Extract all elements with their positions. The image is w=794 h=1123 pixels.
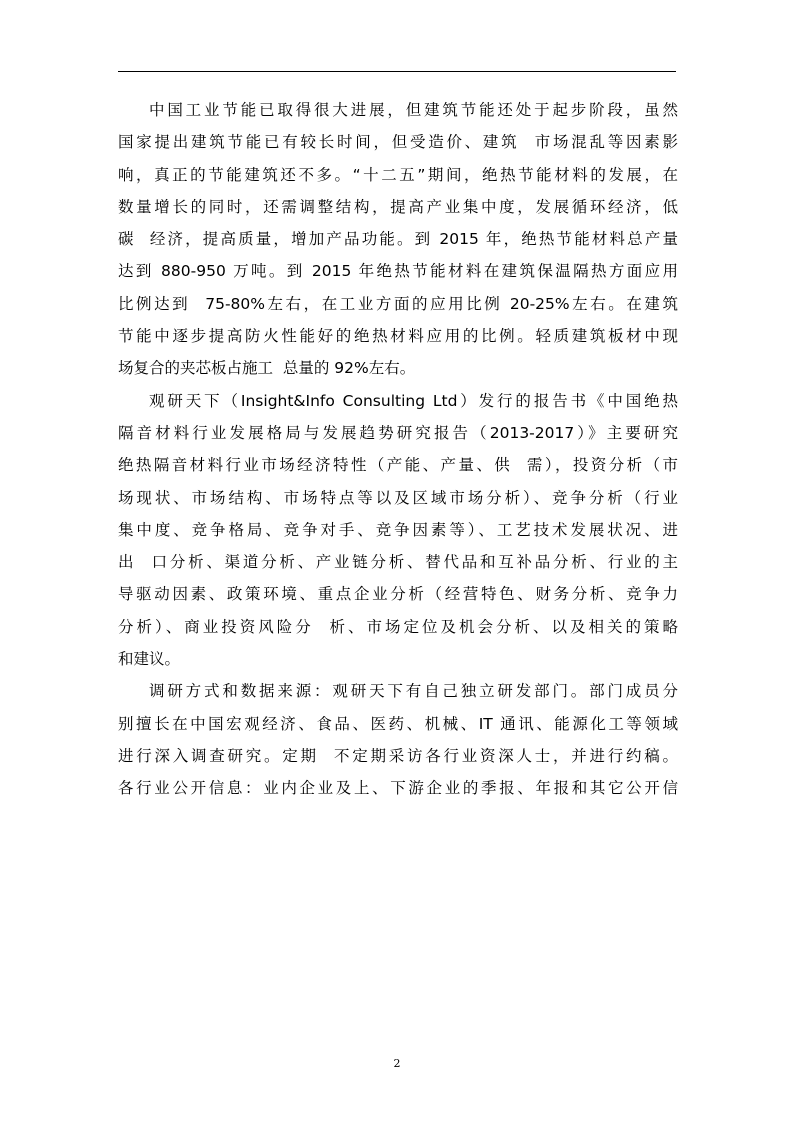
text-line: 别擅长在中国宏观经济、食品、医药、机械、IT 通讯、能源化工等领域 [118, 714, 678, 733]
text-line: 和建议。 [118, 650, 181, 669]
page-number: 2 [393, 1057, 401, 1070]
text-line: 观研天下（Insight&Info Consulting Ltd）发行的报告书《中国绝热 [149, 391, 678, 410]
text-line: 绝热隔音材料行业市场经济特性（产能、产量、供 需），投资分析（市 [118, 456, 678, 475]
text-line: 分析）、商业投资风险分 析、市场定位及机会分析、以及相关的策略 [118, 617, 678, 636]
text-line: 调研方式和数据来源：观研天下有自己独立研发部门。部门成员分 [149, 682, 678, 701]
text-line: 导驱动因素、政策环境、重点企业分析（经营特色、财务分析、竞争力 [118, 585, 678, 604]
text-line: 响，真正的节能建筑还不多。“十二五”期间，绝热节能材料的发展，在 [118, 165, 678, 184]
text-line: 场复合的夹芯板占施工 总量的 92%左右。 [118, 359, 416, 378]
text-line: 场现状、市场结构、市场特点等以及区域市场分析）、竞争分析（行业 [118, 488, 678, 507]
text-line: 国家提出建筑节能已有较长时间，但受造价、建筑 市场混乱等因素影 [118, 133, 678, 152]
paragraph-energy-saving [118, 94, 678, 385]
text-line: 比例达到 75-80%左右，在工业方面的应用比例 20-25%左右。在建筑 [118, 294, 678, 313]
text-line: 节能中逐步提高防火性能好的绝热材料应用的比例。轻质建筑板材中现 [118, 327, 678, 346]
text-line: 碳 经济，提高质量，增加产品功能。到 2015 年，绝热节能材料总产量 [118, 230, 678, 249]
header-rule [118, 71, 676, 72]
text-line: 达到 880-950 万吨。到 2015 年绝热节能材料在建筑保温隔热方面应用 [118, 262, 678, 281]
paragraph-report-description [118, 385, 678, 676]
text-line: 隔音材料行业发展格局与发展趋势研究报告（2013-2017）》主要研究 [118, 423, 678, 442]
paragraph-research-methods [118, 675, 678, 804]
text-line: 数量增长的同时，还需调整结构，提高产业集中度，发展循环经济，低 [118, 197, 678, 216]
text-line: 集中度、竞争格局、竞争对手、竞争因素等）、工艺技术发展状况、进 [118, 520, 678, 539]
text-line: 出 口分析、渠道分析、产业链分析、替代品和互补品分析、行业的主 [118, 553, 678, 572]
text-line: 各行业公开信息：业内企业及上、下游企业的季报、年报和其它公开信 [118, 779, 678, 798]
text-line: 中国工业节能已取得很大进展，但建筑节能还处于起步阶段，虽然 [149, 101, 678, 119]
body-text [118, 94, 678, 805]
text-line: 进行深入调查研究。定期 不定期采访各行业资深人士，并进行约稿。 [118, 746, 678, 765]
